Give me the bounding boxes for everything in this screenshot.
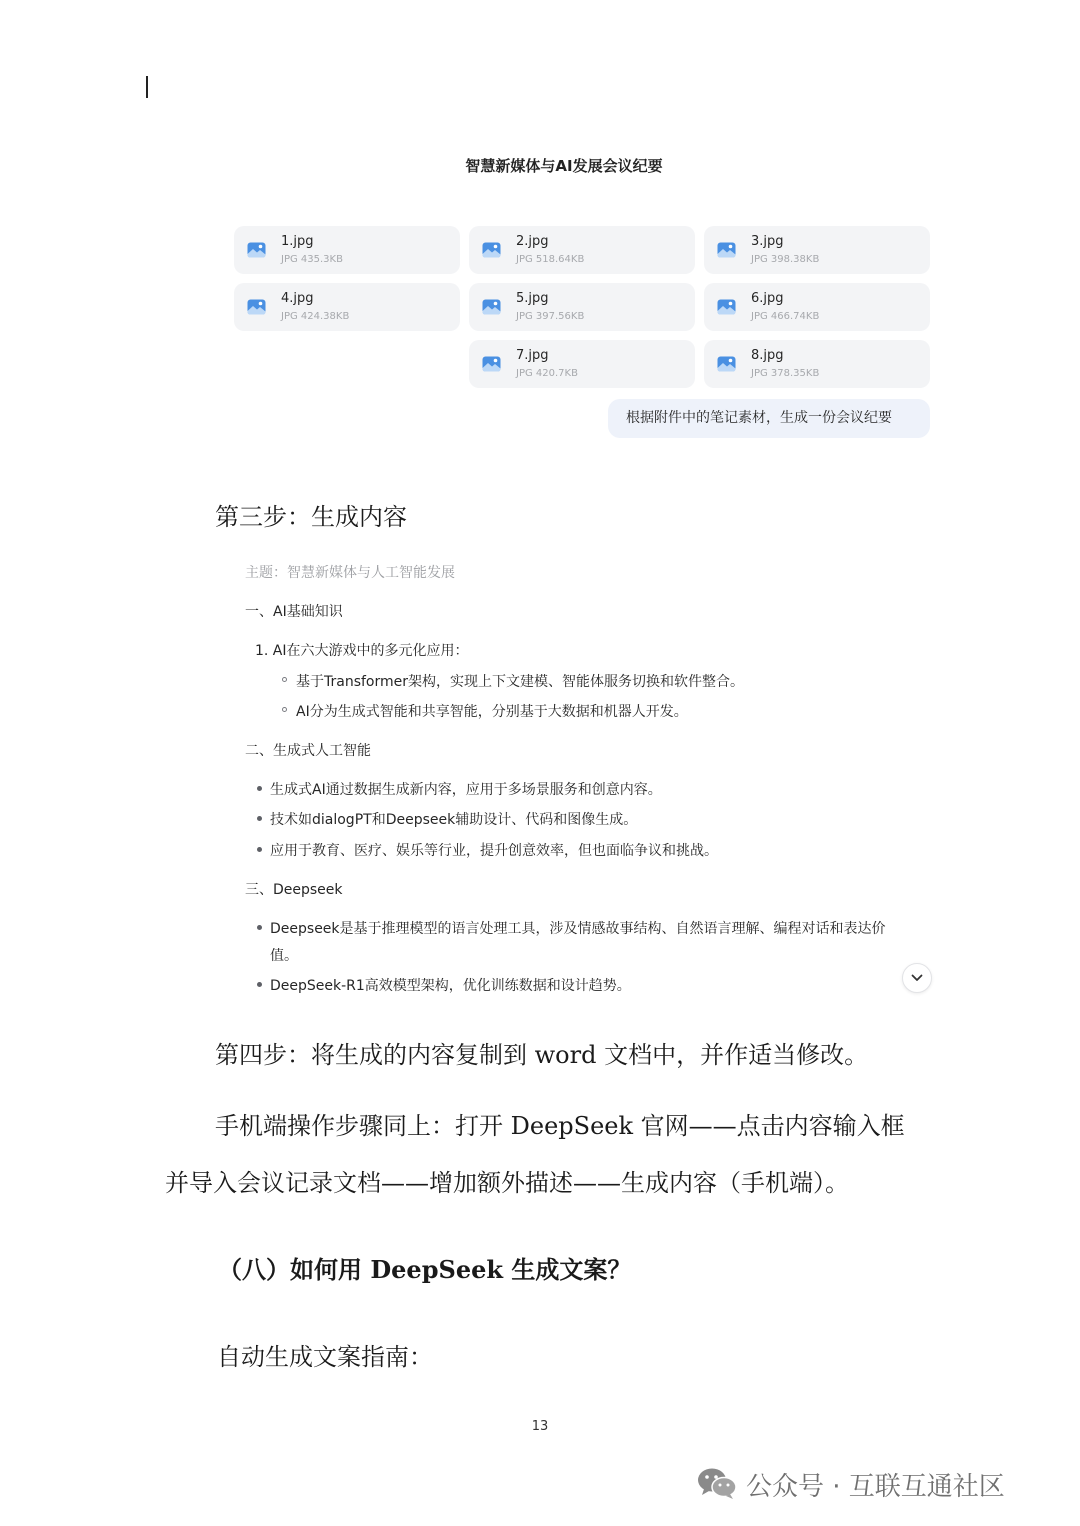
- image-file-icon: [247, 299, 266, 315]
- bullet-item-continued: 值。: [270, 948, 298, 964]
- watermark-text: 公众号 · 互联互通社区: [746, 1472, 1005, 1502]
- file-meta: JPG 518.64KB: [516, 254, 585, 265]
- bullet-marker: [257, 982, 262, 987]
- section-3-heading: 三、Deepseek: [245, 882, 343, 898]
- guide-heading: 自动生成文案指南：: [217, 1343, 433, 1371]
- file-name: 7.jpg: [516, 348, 549, 363]
- sub-bullet-marker: [282, 707, 287, 712]
- file-meta: JPG 397.56KB: [516, 311, 585, 322]
- file-meta: JPG 398.38KB: [751, 254, 820, 265]
- file-meta: JPG 435.3KB: [281, 254, 343, 265]
- file-card[interactable]: [704, 226, 930, 274]
- section-1-heading: 一、AI基础知识: [245, 604, 343, 620]
- file-card[interactable]: [704, 283, 930, 331]
- bullet-marker: [257, 816, 262, 821]
- file-name: 4.jpg: [281, 291, 314, 306]
- wechat-icon: [696, 1466, 738, 1500]
- bullet-marker: [257, 786, 262, 791]
- file-meta: JPG 378.35KB: [751, 368, 820, 379]
- image-file-icon: [482, 242, 501, 258]
- file-meta: JPG 466.74KB: [751, 311, 820, 322]
- file-card[interactable]: [469, 283, 695, 331]
- section-2-heading: 二、生成式人工智能: [245, 743, 371, 759]
- sub-bullet-marker: [282, 677, 287, 682]
- bullet-item: 生成式AI通过数据生成新内容，应用于多场景服务和创意内容。: [270, 782, 662, 798]
- image-file-icon: [717, 242, 736, 258]
- bullet-marker: [257, 847, 262, 852]
- expand-button[interactable]: [902, 963, 932, 993]
- bullet-item: 应用于教育、医疗、娱乐等行业，提升创意效率，但也面临争议和挑战。: [270, 843, 718, 859]
- file-name: 1.jpg: [281, 234, 314, 249]
- meeting-title: 智慧新媒体与AI发展会议纪要: [465, 157, 663, 175]
- section-8-heading: （八）如何用 DeepSeek 生成文案？: [218, 1255, 632, 1284]
- mobile-steps-line1: 手机端操作步骤同上：打开 DeepSeek 官网——点击内容输入框: [215, 1112, 905, 1140]
- bullet-marker: [257, 925, 262, 930]
- file-card[interactable]: [469, 226, 695, 274]
- chevron-down-icon: [911, 973, 923, 983]
- file-card[interactable]: [469, 340, 695, 388]
- file-card[interactable]: [234, 283, 460, 331]
- text-cursor: [146, 76, 148, 98]
- image-file-icon: [482, 299, 501, 315]
- file-name: 3.jpg: [751, 234, 784, 249]
- file-card[interactable]: [704, 340, 930, 388]
- bullet-item: 技术如dialogPT和Deepseek辅助设计、代码和图像生成。: [270, 812, 638, 828]
- image-file-icon: [717, 299, 736, 315]
- file-meta: JPG 420.7KB: [516, 368, 578, 379]
- numbered-item: 1. AI在六大游戏中的多元化应用：: [255, 643, 469, 659]
- step4-text: 第四步：将生成的内容复制到 word 文档中，并作适当修改。: [215, 1041, 869, 1069]
- file-name: 8.jpg: [751, 348, 784, 363]
- sub-item-1: 基于Transformer架构，实现上下文建模、智能体服务切换和软件整合。: [296, 674, 745, 690]
- file-name: 5.jpg: [516, 291, 549, 306]
- page-number: 13: [531, 1419, 549, 1434]
- image-file-icon: [717, 356, 736, 372]
- image-file-icon: [482, 356, 501, 372]
- mobile-steps-line2: 并导入会议记录文档——增加额外描述——生成内容（手机端）。: [165, 1169, 849, 1197]
- file-card[interactable]: [234, 226, 460, 274]
- bullet-item: DeepSeek-R1高效模型架构，优化训练数据和设计趋势。: [270, 978, 631, 994]
- file-name: 6.jpg: [751, 291, 784, 306]
- bullet-item: Deepseek是基于推理模型的语言处理工具，涉及情感故事结构、自然语言理解、编程对话和表达价: [270, 921, 886, 937]
- file-meta: JPG 424.38KB: [281, 311, 350, 322]
- result-topic: 主题：智慧新媒体与人工智能发展: [245, 565, 455, 581]
- sub-item-2: AI分为生成式智能和共享智能，分别基于大数据和机器人开发。: [296, 704, 688, 720]
- prompt-bubble: 根据附件中的笔记素材，生成一份会议纪要: [608, 399, 930, 438]
- file-name: 2.jpg: [516, 234, 549, 249]
- image-file-icon: [247, 242, 266, 258]
- step3-heading: 第三步：生成内容: [215, 503, 407, 531]
